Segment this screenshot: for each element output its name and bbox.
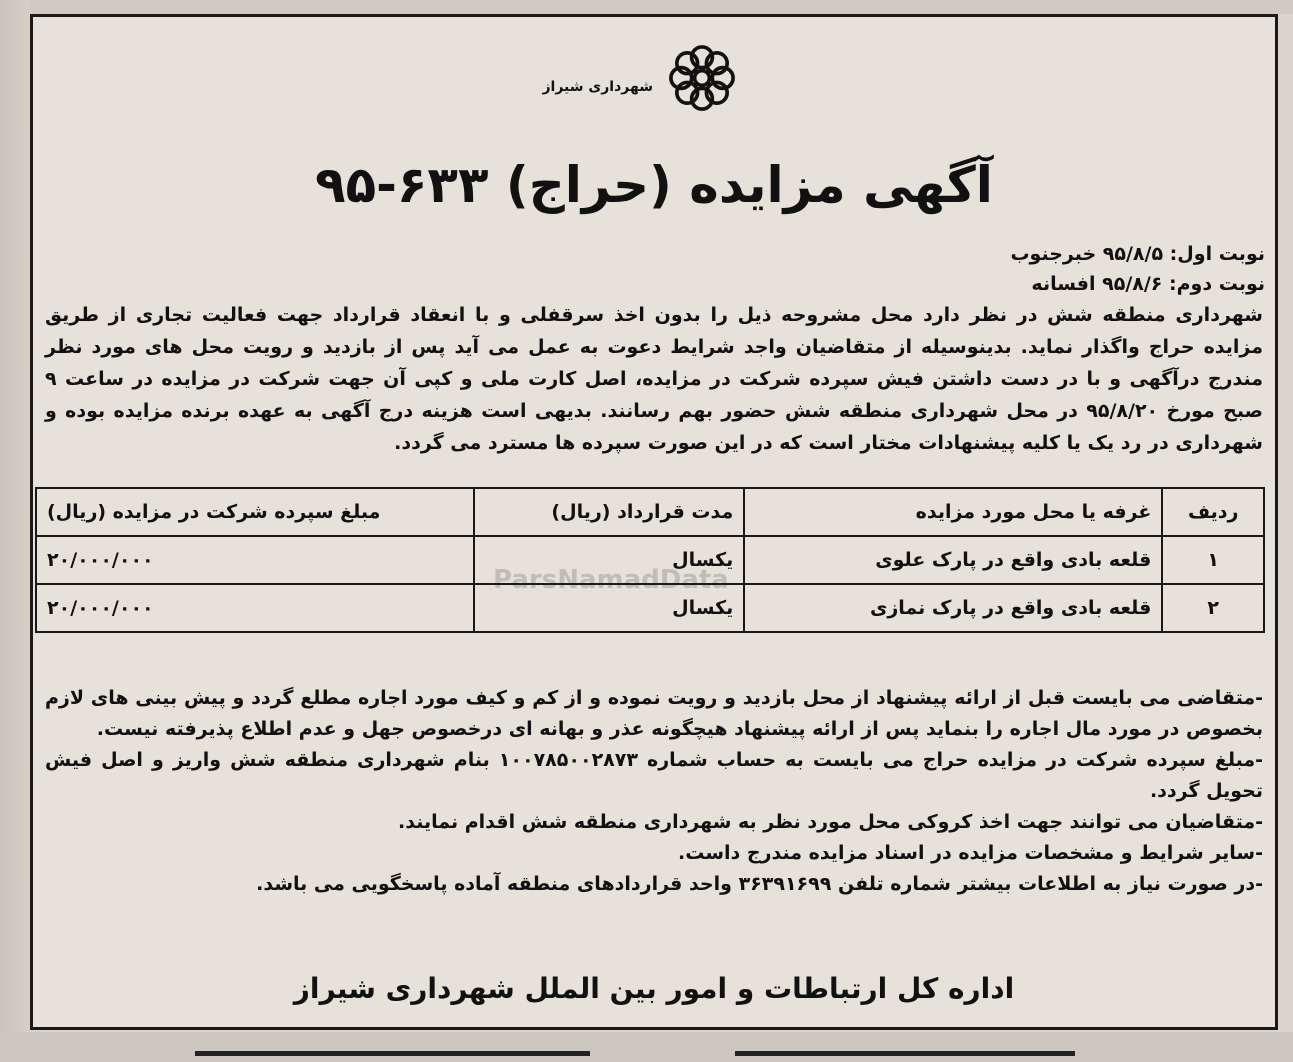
header-row-number: ردیف — [1162, 488, 1264, 536]
table-row — [36, 584, 1264, 632]
org-name: شهرداری شیراز — [542, 79, 653, 95]
duration: یکسال — [474, 536, 744, 584]
condition-item: -متقاضیان می توانند جهت اخذ کروکی محل مورد نظر به شهرداری منطقه شش اقدام نمایند. — [398, 811, 1263, 833]
duration: یکسال — [474, 584, 744, 632]
watermark: ParsNamadData — [493, 565, 729, 595]
divider-rule — [195, 1051, 590, 1056]
divider-rule — [735, 1051, 1075, 1056]
auction-items-table — [35, 487, 1265, 633]
place: قلعه بادی واقع در پارک نمازی — [744, 584, 1162, 632]
conditions-list — [45, 683, 1263, 900]
shiraz-municipality-logo-icon — [665, 41, 739, 115]
header — [33, 27, 1275, 157]
header-duration: مدت قرارداد (ریال) — [474, 488, 744, 536]
table-header-row — [36, 488, 1264, 536]
notice-title: آگهی مزایده (حراج) ۶۳۳-۹۵ — [315, 156, 993, 214]
row-number: ۲ — [1162, 584, 1264, 632]
row-number: ۱ — [1162, 536, 1264, 584]
adjacent-page-left — [0, 0, 30, 1062]
table-row — [36, 536, 1264, 584]
header-deposit-amount: مبلغ سپرده شرکت در مزایده (ریال) — [36, 488, 474, 536]
condition-item: -مبلغ سپرده شرکت در مزایده حراج می بایست به حساب شماره ۱۰۰۷۸۵۰۰۲۸۷۳ بنام شهرداری منطقه شش واریز و اصل فیش تحویل گردد. — [45, 749, 1263, 802]
issuer-signature: اداره کل ارتباطات و امور بین الملل شهرداری شیراز — [293, 972, 1015, 1005]
second-publication: نوبت دوم: ۹۵/۸/۶ افسانه — [1031, 273, 1265, 295]
deposit-amount: ۲۰/۰۰۰/۰۰۰ — [36, 536, 474, 584]
intro-paragraph: شهرداری منطقه شش در نظر دارد محل مشروحه ذیل را بدون اخذ سرقفلی و با انعقاد قرارداد جهت فعالیت تجاری از طریق مزایده حراج واگذار نماید. بدینوسیله از متقاضیان واجد شرایط دعوت به عمل می آید پس از بازدید و رویت محل های مورد نظر مندرج درآگهی و با در دست داشتن فیش سپرده شرکت در مزایده، اصل کارت ملی و کپی آن جهت شرکت در مزایده در ساعت ۹ صبح مورخ ۹۵/۸/۲۰ در محل شهرداری منطقه شش حضور بهم رسانند. بدیهی است هزینه درج آگهی به عهده برنده مزایده بوده و شهرداری در رد یک یا کلیه پیشنهادات مختار است که در این صورت سپرده ها مسترد می گردد. — [45, 304, 1263, 454]
publication-dates — [1010, 239, 1265, 299]
auction-notice — [30, 14, 1278, 1030]
deposit-amount: ۲۰/۰۰۰/۰۰۰ — [36, 584, 474, 632]
adjacent-page-top — [30, 0, 1293, 14]
header-place: غرفه یا محل مورد مزایده — [744, 488, 1162, 536]
condition-item: -متقاضی می بایست قبل از ارائه پیشنهاد از محل بازدید و رویت نموده و از کم و کیف مورد اجاره مطلع گردد و پیش بینی های لازم بخصوص در مورد مال اجاره را بنماید پس از ارائه پیشنهاد هیچگونه عذر و بهانه ای درخصوص جهل و عدم اطلاع پذیرفته نیست. — [45, 687, 1263, 740]
place: قلعه بادی واقع در پارک علوی — [744, 536, 1162, 584]
adjacent-page-bottom — [0, 1032, 1293, 1062]
condition-item: -سایر شرایط و مشخصات مزایده در اسناد مزایده مندرج داست. — [677, 842, 1263, 864]
first-publication: نوبت اول: ۹۵/۸/۵ خبرجنوب — [1010, 243, 1265, 265]
condition-item: -در صورت نیاز به اطلاعات بیشتر شماره تلفن ۳۶۳۹۱۶۹۹ واحد قراردادهای منطقه آماده پاسخگویی می باشد. — [256, 873, 1263, 895]
